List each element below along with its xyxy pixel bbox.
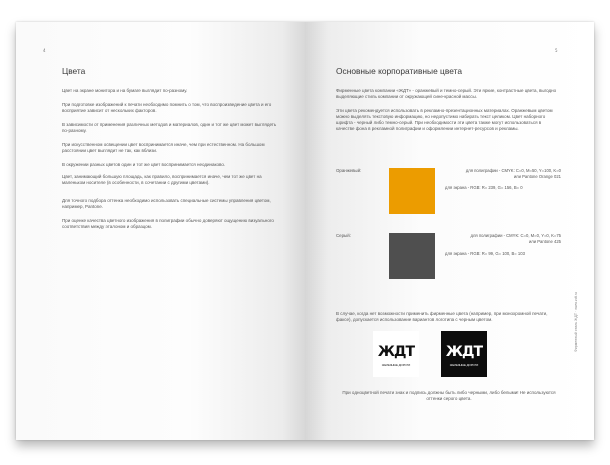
page-title: Цвета <box>62 66 86 76</box>
paragraph: В зависимости от применения различных методов и материалов, один и тот же цвет может выглядеть по-разному. <box>62 122 277 133</box>
print-spec-gray: для полиграфии - CMYK: C=0, M=0, Y=0, K=75 или Pantone 425 <box>470 233 561 244</box>
left-page <box>16 22 305 440</box>
paragraph: В окружении разных цветов один и тот же цвет воспринимается неодинаково. <box>62 162 226 167</box>
paragraph: Цвет, занимающий большую площадь, как правило, воспринимается иначе, чем тот же цвет на маленьком носителе (в особенности, в сочетании с другими цветами). <box>62 174 262 185</box>
screen-spec-gray: для экрана - RGB: R= 99, G= 100, B= 103 <box>445 251 525 256</box>
swatch-label-orange: Оранжевый: <box>336 168 362 173</box>
right-page <box>305 22 594 440</box>
gray-color-swatch <box>389 233 435 279</box>
logo-mark: ЖДТ <box>377 344 415 360</box>
print-spec-orange: для полиграфии - CMYK: C=0, M=50, Y=100, K=0 или Pantone Orange 021 <box>465 168 561 179</box>
paragraph: При оценке качества цветного изображения в полиграфии обычно доверяют ощущению визуального соответствия между эталоном и образцом. <box>62 218 274 229</box>
brochure-spread <box>16 22 594 440</box>
page-title: Основные корпоративные цвета <box>336 66 462 76</box>
paragraph: Цвет на экране монитора и на бумаге выглядит по-разному. <box>62 88 188 93</box>
paragraph: При подготовке изображений к печати необходимо помнить о том, что воспроизведение цвета и его восприятие зависит от нескольких факторов. <box>62 102 272 113</box>
screen-spec-orange: для экрана - RGB: R= 239, G= 156, B= 0 <box>445 185 523 190</box>
logo-black-variant <box>441 331 487 377</box>
logo-white-variant <box>373 331 419 377</box>
side-note: Фирменный стиль ЖДТ · www.zdt.ru <box>574 292 578 352</box>
paragraph: Для точного подбора оттенка необходимо использовать специальные системы управления цветом, например, Pantone. <box>62 198 271 209</box>
orange-color-swatch <box>389 168 435 214</box>
intro-paragraph: Фирменные цвета компании «ЖДТ» - оранжевый и темно-серый. Эти яркие, контрастные цвета, выгодно выделяющие стиль компании от окружающей сине-красной массы. <box>336 88 557 99</box>
page-number: 4 <box>43 48 46 53</box>
intro-paragraph: Эти цвета рекомендуется использовать в рекламно-презентационных материалах. Оранжевым цветом можно выделять текстовую информацию, но недопустимо набирать текст целиком. Цвет наборного шрифта - черный либо темно-серый. При необходимости эти цвета также могут использоваться в качестве фона в рекламной полиграфии и оформлении интернет-ресурсов и рекламы. <box>336 108 553 131</box>
page-number: 5 <box>555 48 558 53</box>
monochrome-note: В случае, когда нет возможности применить фирменные цвета (например, при монохромной печати, факсе), допускается использование вариантов логотипа с черным цветом. <box>336 311 548 322</box>
footer-note: При одноцветной печати знак и подпись должны быть либо черными, либо белыми! Не используются оттенки серого цвета. <box>342 390 556 401</box>
paragraph: При искусственном освещении цвет воспринимается иначе, чем при естественном. На большом расстоянии цвет выглядит не так, как вблизи. <box>62 142 265 153</box>
logo-caption: ЖЕЛЕЗНЫЕ ДОРОГИ <box>381 363 411 367</box>
logo-mark: ЖДТ <box>445 344 483 360</box>
swatch-label-gray: Серый: <box>336 233 351 238</box>
logo-caption: ЖЕЛЕЗНЫЕ ДОРОГИ <box>449 363 479 367</box>
